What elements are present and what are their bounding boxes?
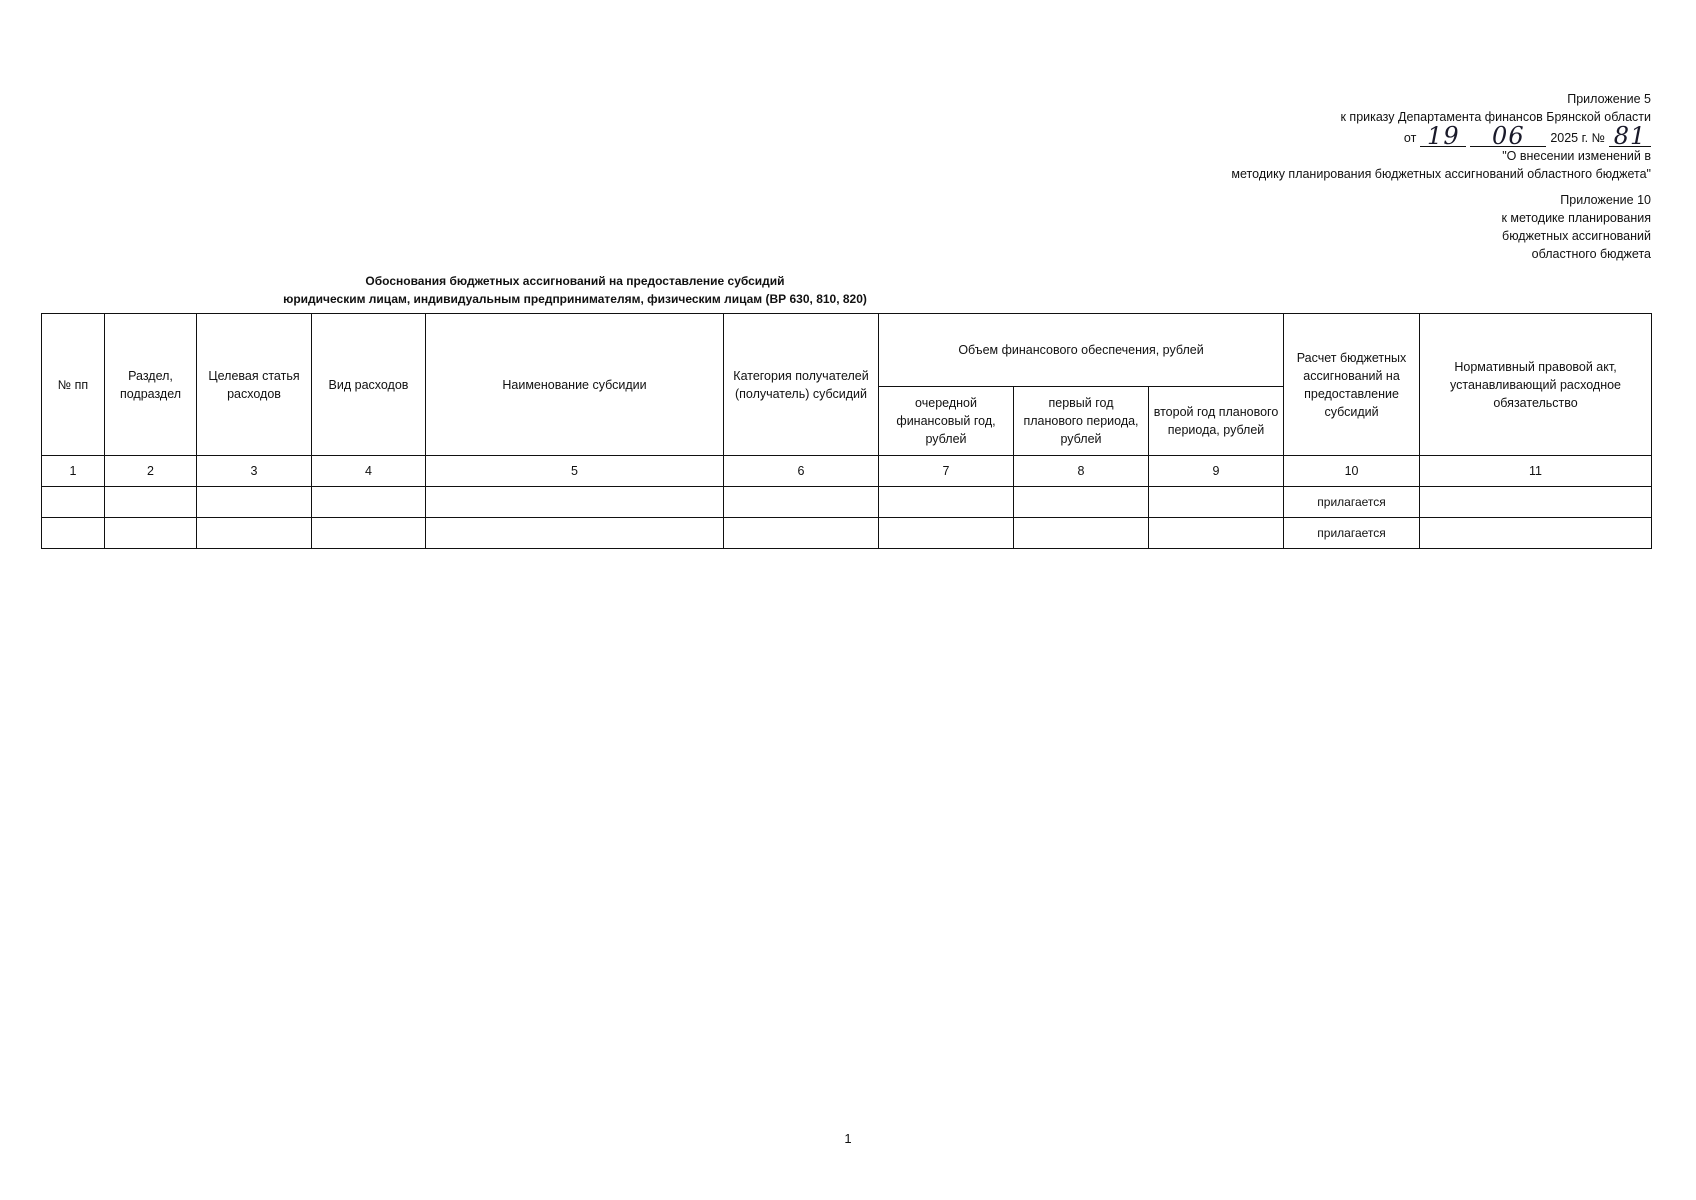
column-numbers-row [42, 456, 1652, 487]
handwritten-order-number: 81 [1609, 126, 1651, 147]
column-number: 1 [42, 456, 105, 487]
table-cell [197, 487, 312, 518]
table-cell [105, 518, 197, 549]
date-prefix: от [1403, 131, 1417, 145]
header-row [42, 314, 1652, 387]
header-cell-expense-type: Вид расходов [312, 314, 426, 456]
table-cell [1014, 518, 1149, 549]
table-cell [426, 487, 724, 518]
table-cell [1420, 518, 1652, 549]
column-number: 10 [1284, 456, 1420, 487]
table-cell [312, 487, 426, 518]
change-line-1: "О внесении изменений в [1502, 149, 1651, 163]
column-number: 3 [197, 456, 312, 487]
table-cell [312, 518, 426, 549]
table-cell [1149, 487, 1284, 518]
table-cell [1420, 487, 1652, 518]
handwritten-month: 06 [1470, 126, 1546, 147]
change-line-2: методику планирования бюджетных ассигнований областного бюджета" [1231, 167, 1651, 181]
table-row [42, 487, 1652, 518]
table-cell [197, 518, 312, 549]
order-reference: к приказу Департамента финансов Брянской области [1340, 110, 1651, 124]
table-cell [724, 487, 879, 518]
column-number: 11 [1420, 456, 1652, 487]
table-cell [105, 487, 197, 518]
appendix-10-line-3: бюджетных ассигнований [1502, 229, 1651, 243]
table-cell [1014, 487, 1149, 518]
handwritten-day: 19 [1420, 126, 1466, 147]
header-cell-financing-volume: Объем финансового обеспечения, рублей [879, 314, 1284, 387]
table-cell-calculation: прилагается [1284, 487, 1420, 518]
header-cell-target-article: Целевая статья расходов [197, 314, 312, 456]
header-cell-first-plan-year: первый год планового периода, рублей [1014, 387, 1149, 456]
date-year-label: 2025 г. № [1550, 131, 1605, 145]
appendix-5-label: Приложение 5 [1567, 92, 1651, 106]
header-cell-second-plan-year: второй год планового периода, рублей [1149, 387, 1284, 456]
appendix-10-label: Приложение 10 [1560, 193, 1651, 207]
appendix-10-line-4: областного бюджета [1531, 247, 1651, 261]
table-cell [879, 518, 1014, 549]
column-number: 6 [724, 456, 879, 487]
column-number: 9 [1149, 456, 1284, 487]
table-cell [42, 487, 105, 518]
page-number: 1 [844, 1131, 852, 1146]
header-cell-number: № пп [42, 314, 105, 456]
header-cell-section: Раздел, подраздел [105, 314, 197, 456]
column-number: 5 [426, 456, 724, 487]
header-cell-subsidy-name: Наименование субсидии [426, 314, 724, 456]
table-cell [724, 518, 879, 549]
header-cell-legal-act: Нормативный правовой акт, устанавливающий расходное обязательство [1420, 314, 1652, 456]
table-cell [1149, 518, 1284, 549]
subsidy-table [41, 313, 1652, 549]
order-date-line [1403, 122, 1651, 150]
appendix-10-line-2: к методике планирования [1501, 211, 1651, 225]
column-number: 7 [879, 456, 1014, 487]
column-number: 4 [312, 456, 426, 487]
column-number: 2 [105, 456, 197, 487]
header-cell-current-year: очередной финансовый год, рублей [879, 387, 1014, 456]
document-title [0, 272, 1150, 308]
header-block [1231, 90, 1651, 263]
table-row [42, 518, 1652, 549]
header-cell-calculation: Расчет бюджетных ассигнований на предоставление субсидий [1284, 314, 1420, 456]
title-line-2: юридическим лицам, индивидуальным предпринимателям, физическим лицам (ВР 630, 810, 820) [283, 292, 867, 306]
table-cell-calculation: прилагается [1284, 518, 1420, 549]
table-cell [42, 518, 105, 549]
table-cell [426, 518, 724, 549]
table-cell [879, 487, 1014, 518]
title-line-1: Обоснования бюджетных ассигнований на предоставление субсидий [365, 274, 785, 288]
column-number: 8 [1014, 456, 1149, 487]
header-cell-recipient-category: Категория получателей (получатель) субсидий [724, 314, 879, 456]
